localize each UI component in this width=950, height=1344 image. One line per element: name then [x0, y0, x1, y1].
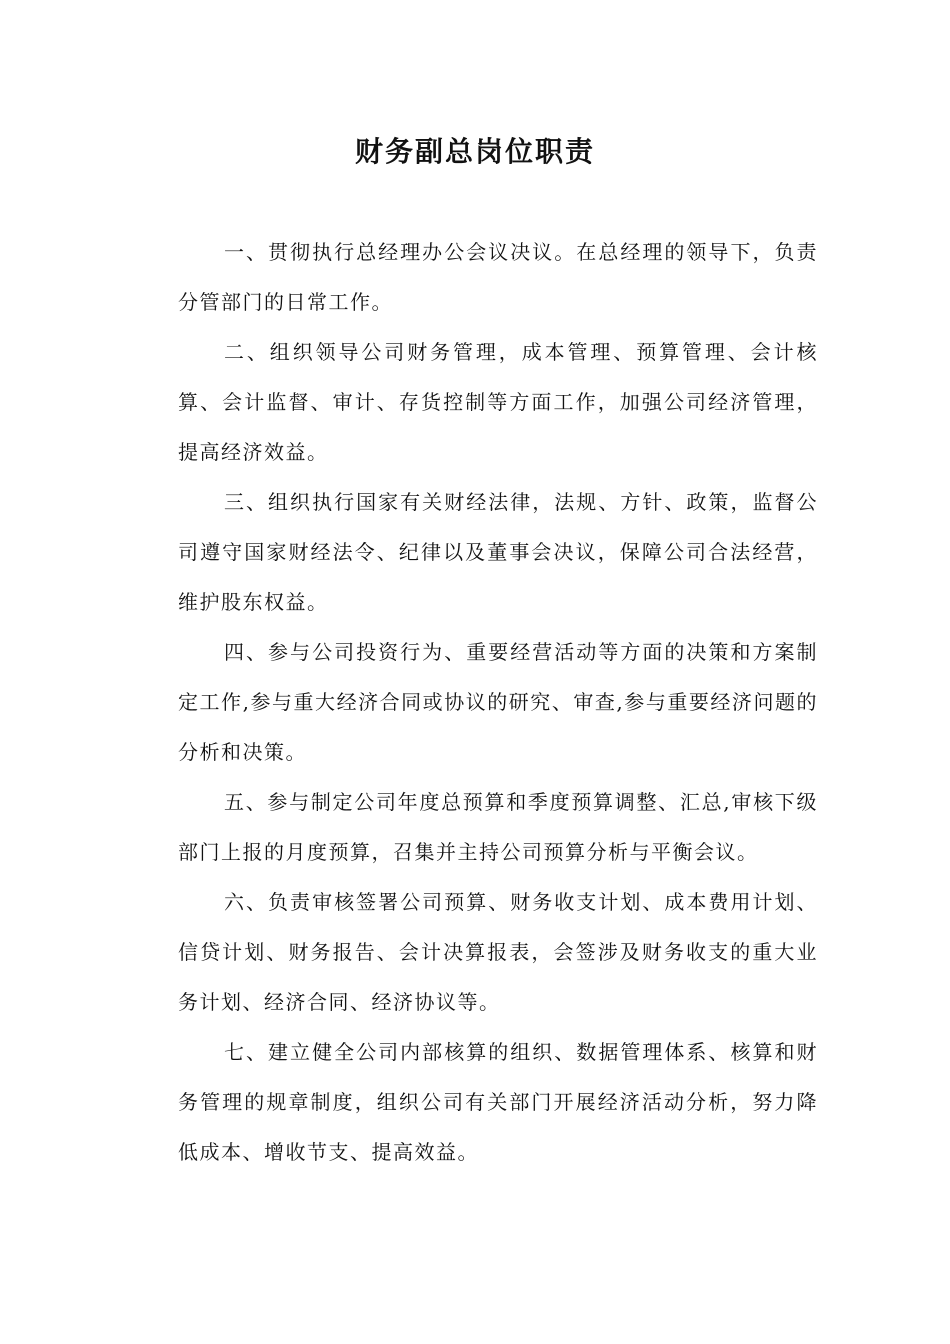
document-body: [178, 227, 818, 1177]
duty-paragraph-3: 三、组织执行国家有关财经法律，法规、方针、政策，监督公司遵守国家财经法令、纪律以及董事会决议，保障公司合法经营，维护股东权益。: [178, 490, 818, 614]
document-title: 财务副总岗位职责: [354, 135, 595, 168]
duty-paragraph-1: 一、贯彻执行总经理办公会议决议。在总经理的领导下，负责分管部门的日常工作。: [178, 240, 818, 314]
duty-paragraph-4: 四、参与公司投资行为、重要经营活动等方面的决策和方案制定工作,参与重大经济合同或协议的研究、审查,参与重要经济问题的分析和决策。: [178, 640, 818, 764]
duty-paragraph-2: 二、组织领导公司财务管理，成本管理、预算管理、会计核算、会计监督、审计、存货控制等方面工作，加强公司经济管理，提高经济效益。: [178, 340, 818, 464]
duty-paragraph-5: 五、参与制定公司年度总预算和季度预算调整、汇总,审核下级部门上报的月度预算，召集并主持公司预算分析与平衡会议。: [178, 790, 818, 864]
duty-paragraph-7: 七、建立健全公司内部核算的组织、数据管理体系、核算和财务管理的规章制度，组织公司有关部门开展经济活动分析，努力降低成本、增收节支、提高效益。: [178, 1040, 818, 1164]
duty-paragraph-6: 六、负责审核签署公司预算、财务收支计划、成本费用计划、信贷计划、财务报告、会计决算报表，会签涉及财务收支的重大业务计划、经济合同、经济协议等。: [178, 890, 818, 1014]
